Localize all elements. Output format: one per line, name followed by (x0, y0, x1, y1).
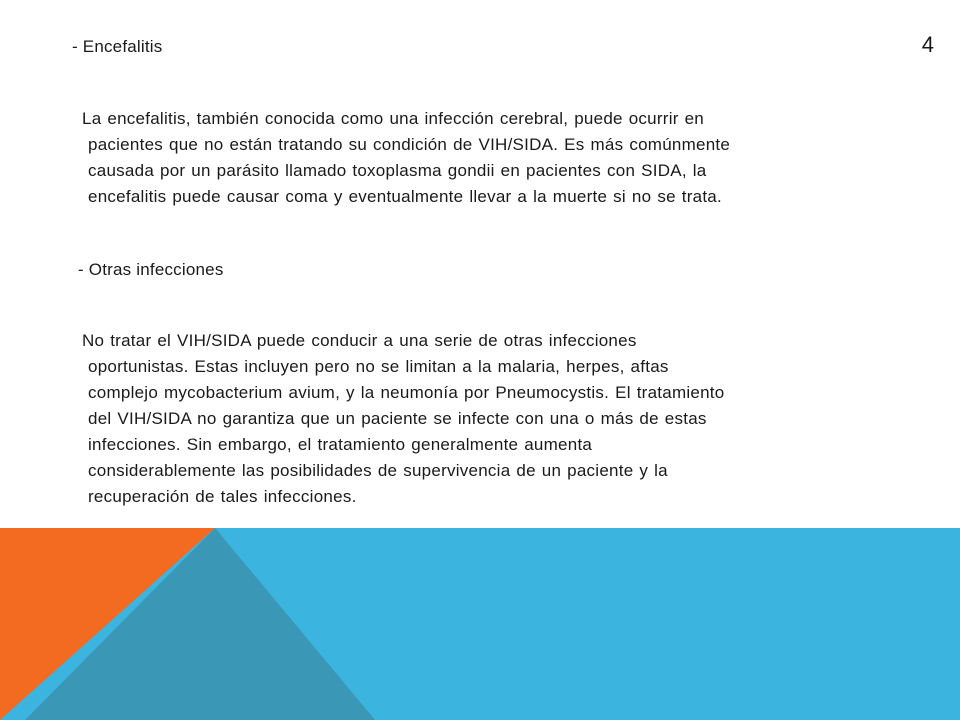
paragraph-line: infecciones. Sin embargo, el tratamiento generalmente aumenta (88, 435, 593, 454)
paragraph-encefalitis (82, 106, 842, 210)
paragraph-line: complejo mycobacterium avium, y la neumonía por Pneumocystis. El tratamiento (88, 383, 725, 402)
paragraph-line: La encefalitis, también conocida como una infección cerebral, puede ocurrir en (82, 109, 705, 128)
page-number: 4 (921, 32, 934, 57)
section-heading-encefalitis: - Encefalitis (72, 37, 163, 56)
decorative-triangles (0, 528, 960, 720)
paragraph-line: causada por un parásito llamado toxoplasma gondii en pacientes con SIDA, la (88, 161, 707, 180)
section-heading-otras-infecciones: - Otras infecciones (78, 260, 224, 279)
paragraph-line: pacientes que no están tratando su condición de VIH/SIDA. Es más comúnmente (88, 135, 731, 154)
paragraph-line: oportunistas. Estas incluyen pero no se limitan a la malaria, herpes, aftas (88, 357, 669, 376)
paragraph-line: del VIH/SIDA no garantiza que un paciente se infecte con una o más de estas (88, 409, 707, 428)
decorative-footer-band (0, 528, 960, 720)
paragraph-otras-infecciones (82, 328, 842, 510)
paragraph-line: considerablemente las posibilidades de supervivencia de un paciente y la (88, 461, 668, 480)
paragraph-line: recuperación de tales infecciones. (88, 487, 357, 506)
paragraph-line: No tratar el VIH/SIDA puede conducir a una serie de otras infecciones (82, 331, 637, 350)
paragraph-line: encefalitis puede causar coma y eventualmente llevar a la muerte si no se trata. (88, 187, 722, 206)
